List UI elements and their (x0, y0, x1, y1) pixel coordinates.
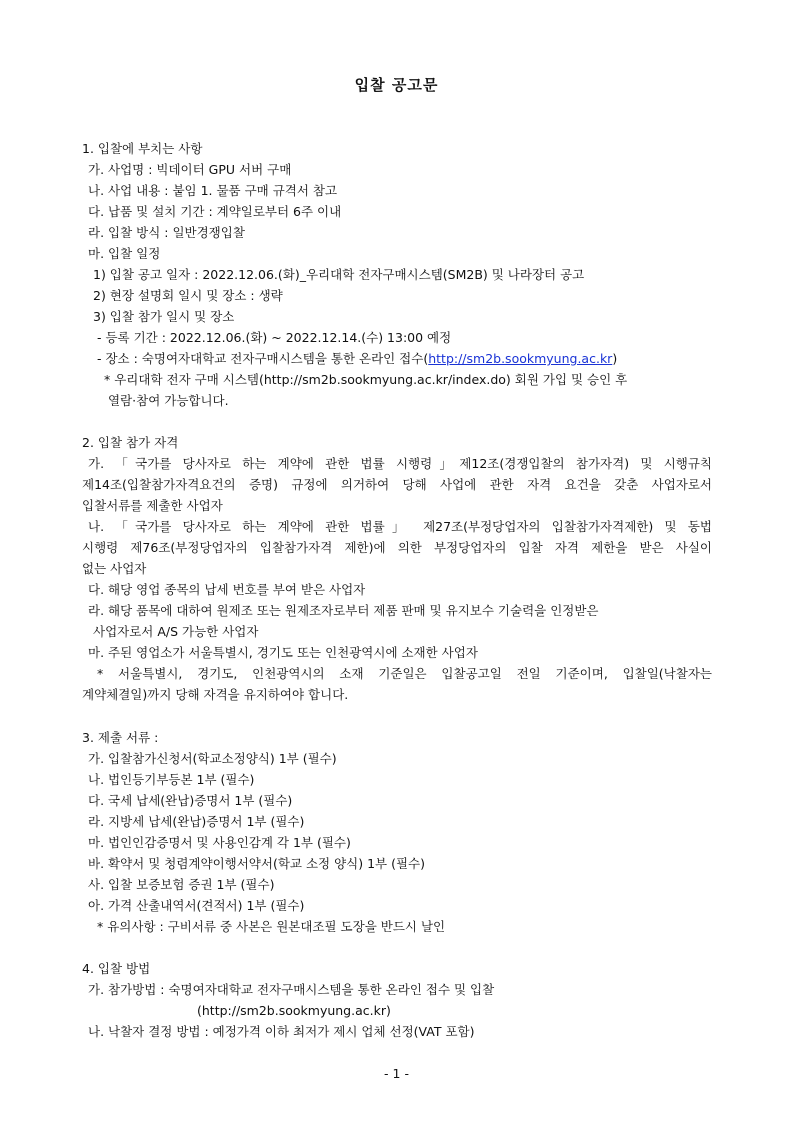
list-item: 아. 가격 산출내역서(견적서) 1부 (필수) (88, 898, 305, 913)
section-1 (82, 138, 712, 411)
list-item: 다. 국세 납세(완납)증명서 1부 (필수) (88, 793, 293, 808)
list-item: 사. 입찰 보증보험 증권 1부 (필수) (88, 877, 275, 892)
list-item: 나. 낙찰자 결정 방법 : 예정가격 이하 최저가 제시 업체 선정(VAT 포함) (88, 1024, 475, 1039)
paragraph-line: 가. 「국가를 당사자로 하는 계약에 관한 법률 시행령」제12조(경쟁입찰의 참가자격) 및 시행규칙 (88, 456, 712, 471)
list-item: 가. 입찰참가신청서(학교소정양식) 1부 (필수) (88, 751, 337, 766)
section-heading: 2. 입찰 참가 자격 (82, 435, 179, 450)
document-title: 입찰 공고문 (354, 76, 439, 94)
section-heading: 1. 입찰에 부치는 사항 (82, 141, 203, 156)
list-item: 마. 법인인감증명서 및 사용인감계 각 1부 (필수) (88, 835, 351, 850)
text: - 장소 : 숙명여자대학교 전자구매시스템을 통한 온라인 접수( (97, 351, 429, 366)
list-item: - 등록 기간 : 2022.12.06.(화) ~ 2022.12.14.(수) 13:00 예정 (97, 330, 452, 345)
list-item: 다. 납품 및 설치 기간 : 계약일로부터 6주 이내 (88, 204, 342, 219)
paragraph-line: 없는 사업자 (82, 561, 147, 576)
page-number: - 1 - (384, 1066, 409, 1081)
text: ) (612, 351, 618, 366)
section-2 (82, 432, 712, 705)
list-item: 마. 입찰 일정 (88, 246, 161, 261)
list-item: 사업자로서 A/S 가능한 사업자 (93, 624, 259, 639)
section-4 (82, 958, 712, 1042)
section-heading: 4. 입찰 방법 (82, 961, 151, 976)
note: 계약체결일)까지 당해 자격을 유지하여야 합니다. (82, 687, 349, 702)
section-heading: 3. 제출 서류 : (82, 730, 159, 745)
note: * 유의사항 : 구비서류 중 사본은 원본대조필 도장을 반드시 날인 (97, 919, 446, 934)
list-item: 가. 사업명 : 빅데이터 GPU 서버 구매 (88, 162, 292, 177)
list-item: 마. 주된 영업소가 서울특별시, 경기도 또는 인천광역시에 소재한 사업자 (88, 645, 478, 660)
note: * 우리대학 전자 구매 시스템(http://sm2b.sookmyung.ac.kr/index.do) 회원 가입 및 승인 후 (104, 372, 628, 387)
section-3 (82, 727, 712, 937)
list-item: 나. 법인등기부등본 1부 (필수) (88, 772, 255, 787)
list-item: (http://sm2b.sookmyung.ac.kr) (197, 1003, 391, 1018)
paragraph-line: 제14조(입찰참가자격요건의 증명) 규정에 의거하여 당해 사업에 관한 자격 요건을 갖춘 사업자로서 (82, 477, 712, 492)
list-item (82, 348, 712, 369)
list-item: 2) 현장 설명회 일시 및 장소 : 생략 (93, 288, 283, 303)
note: * 서울특별시, 경기도, 인천광역시의 소재 기준일은 입찰공고일 전일 기준이며, 입찰일(낙찰자는 (97, 666, 712, 681)
list-item: 라. 입찰 방식 : 일반경쟁입찰 (88, 225, 245, 240)
list-item: 3) 입찰 참가 일시 및 장소 (93, 309, 235, 324)
list-item: 나. 사업 내용 : 붙임 1. 물품 구매 규격서 참고 (88, 183, 338, 198)
sm2b-link[interactable]: http://sm2b.sookmyung.ac.kr (428, 351, 613, 366)
list-item: 라. 지방세 납세(완납)증명서 1부 (필수) (88, 814, 305, 829)
note: 열람·참여 가능합니다. (108, 393, 229, 408)
list-item: 라. 해당 품목에 대하여 원제조 또는 원제조자로부터 제품 판매 및 유지보수 기술력을 인정받은 (88, 603, 599, 618)
list-item: 바. 확약서 및 청렴계약이행서약서(학교 소정 양식) 1부 (필수) (88, 856, 425, 871)
list-item: 다. 해당 영업 종목의 납세 번호를 부여 받은 사업자 (88, 582, 366, 597)
paragraph-line: 나. 「국가를 당사자로 하는 계약에 관한 법률」 제27조(부정당업자의 입찰참가자격제한) 및 동법 (88, 519, 712, 534)
list-item: 1) 입찰 공고 일자 : 2022.12.06.(화)_우리대학 전자구매시스템(SM2B) 및 나라장터 공고 (93, 267, 585, 282)
paragraph-line: 시행령 제76조(부정당업자의 입찰참가자격 제한)에 의한 부정당업자의 입찰 자격 제한을 받은 사실이 (82, 540, 712, 555)
list-item: 가. 참가방법 : 숙명여자대학교 전자구매시스템을 통한 온라인 접수 및 입찰 (88, 982, 495, 997)
paragraph-line: 입찰서류를 제출한 사업자 (82, 498, 223, 513)
